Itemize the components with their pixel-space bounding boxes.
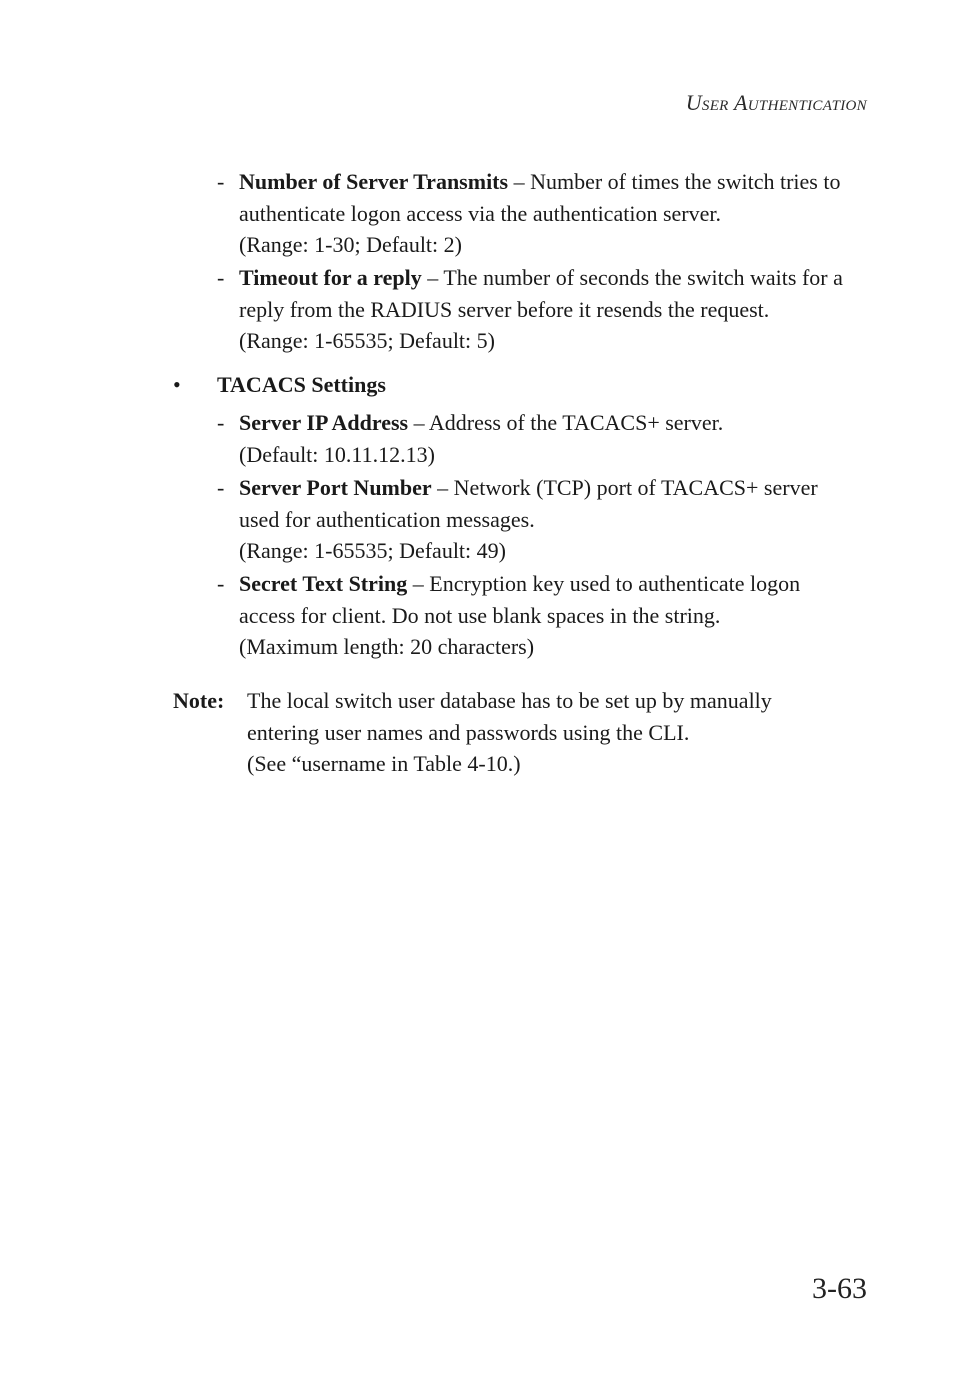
description-line: reply from the RADIUS server before it resends the request. [239,296,770,322]
range-line: (Range: 1-30; Default: 2) [239,232,462,257]
term-description: – Number of times the switch tries to [508,169,841,194]
list-item-server-port [217,472,879,567]
dash-marker: - [217,265,225,290]
term-description: – The number of seconds the switch waits for a [421,265,843,290]
dash-marker: - [217,571,225,596]
term-label: Server IP Address [239,410,409,435]
note-line: (See “username in Table 4-10.) [247,751,521,776]
list-item-timeout [217,262,879,357]
range-line: (Range: 1-65535; Default: 5) [239,328,495,353]
running-header: User Authentication [685,90,867,115]
term-label: Timeout for a reply [239,265,422,290]
note-label: Note: [173,688,225,713]
term-label: Number of Server Transmits [239,169,509,194]
tacacs-settings-bullet [173,369,386,400]
term-description: – Encryption key used to authenticate logon [407,571,801,596]
section-heading: TACACS Settings [217,372,386,397]
description-line: access for client. Do not use blank spaces in the string. [239,602,721,628]
note-body [247,685,772,780]
list-item-server-ip [217,407,879,470]
dash-marker: - [217,169,225,194]
description-line: used for authentication messages. [239,506,535,532]
bullet-marker: • [173,372,181,397]
default-line: (Default: 10.11.12.13) [239,441,435,467]
dash-marker: - [217,475,225,500]
description-line: authenticate logon access via the authentication server. [239,200,721,226]
list-item-server-transmits [217,166,879,261]
note-line: The local switch user database has to be set up by manually [247,688,772,713]
range-line: (Maximum length: 20 characters) [239,634,535,659]
list-item-secret-text [217,568,879,663]
term-description: – Address of the TACACS+ server. [408,410,724,435]
term-description: – Network (TCP) port of TACACS+ server [431,475,818,500]
term-label: Server Port Number [239,475,432,500]
term-label: Secret Text String [239,571,408,596]
range-line: (Range: 1-65535; Default: 49) [239,538,506,563]
dash-marker: - [217,410,225,435]
note-line: entering user names and passwords using the CLI. [247,719,690,745]
page-number: 3-63 [812,1272,867,1305]
